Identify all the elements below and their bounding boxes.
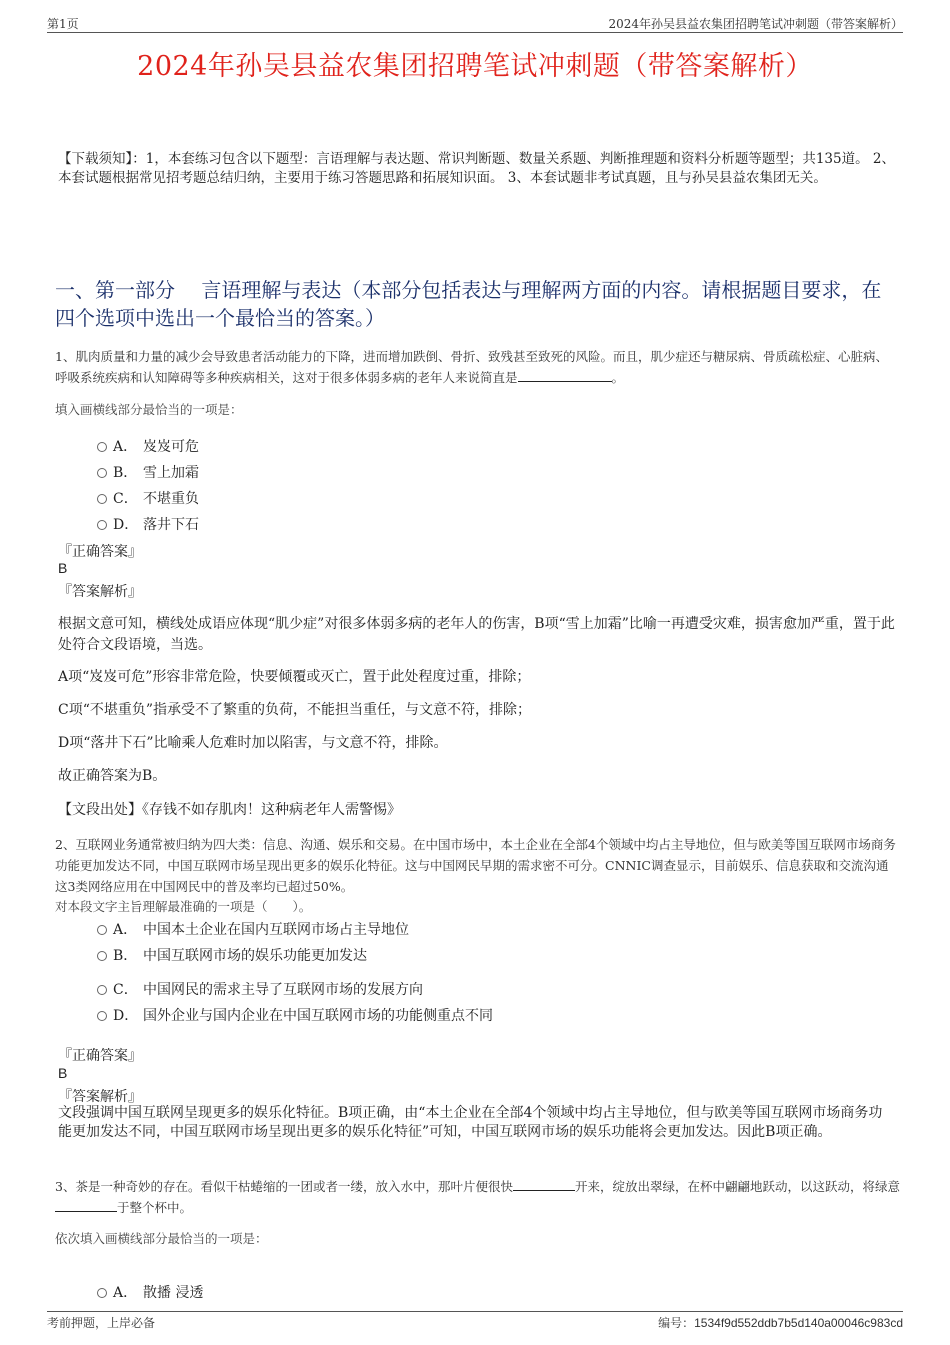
download-notice: 【下载须知】：1，本套练习包含以下题型：言语理解与表达题、常识判断题、数量关系题、判断推理题和资料分析题等题型；共135道。 2、本套试题根据常见招考题总结归纳，主要用于练习答题思路和拓展知识面。 3、本套试题非考试真题，且与孙吴县益农集团无关。 (58, 151, 895, 186)
q2-option-c[interactable]: C． 中国网民的需求主导了互联网市场的发展方向 (97, 979, 423, 999)
header-doc-title: 2024年孙吴县益农集团招聘笔试冲刺题（带答案解析） (608, 17, 903, 31)
page-header (47, 14, 903, 33)
footer-divider (47, 1311, 903, 1312)
q1-analysis-para: D项“落井下石”比喻乘人危难时加以陷害，与文意不符，排除。 (58, 735, 448, 751)
q1-answer: B (58, 560, 68, 576)
question-1-stem: 1、肌肉质量和力量的减少会导致患者活动能力的下降，进而增加跌倒、骨折、致残甚至致死的风险。而且，肌少症还与糖尿病、骨质疏松症、心脏病、呼吸系统疾病和认知障碍等多种疾病相关，这对于很多体弱多病的老年人来说简直是 。 (55, 349, 888, 385)
q2-analysis-para: 文段强调中国互联网呈现更多的娱乐化特征。B项正确，由“本土企业在全部4个领域中均占主导地位，但与欧美等国互联网市场商务功能更加发达不同，中国互联网市场呈现出更多的娱乐化特征”可知，中国互联网市场的娱乐功能将会更加发达。因此B项正确。 (58, 1105, 883, 1140)
q1-answer-label: 『正确答案』 (58, 544, 142, 560)
radio-icon[interactable] (97, 494, 107, 504)
q1-option-b[interactable]: B． 雪上加霜 (97, 462, 199, 482)
question-3-stem: 3、茶是一种奇妙的存在。看似干枯蜷缩的一团或者一缕，放入水中，那叶片便很快 开来，绽放出翠绿，在杯中翩翩地跃动，以这跃动，将绿意于整个杯中。 (55, 1179, 900, 1215)
footer-code: 编号：1534f9d552ddb7b5d140a00046c983cd (658, 1316, 903, 1330)
q1-option-d[interactable]: D． 落井下石 (97, 514, 199, 534)
q2-option-a[interactable]: A． 中国本土企业在国内互联网市场占主导地位 (97, 919, 409, 939)
question-1-prompt: 填入画横线部分最恰当的一项是： (55, 402, 243, 417)
radio-icon[interactable] (97, 951, 107, 961)
q1-option-c[interactable]: C． 不堪重负 (97, 488, 199, 508)
q1-analysis-para: C项“不堪重负”指承受不了繁重的负荷，不能担当重任，与文意不符，排除； (58, 702, 532, 718)
q2-option-d[interactable]: D． 国外企业与国内企业在中国互联网市场的功能侧重点不同 (97, 1005, 493, 1025)
q2-answer-label: 『正确答案』 (58, 1048, 142, 1064)
q2-option-b[interactable]: B． 中国互联网市场的娱乐功能更加发达 (97, 945, 367, 965)
q1-analysis-para: 故正确答案为B。 (58, 768, 167, 784)
fill-blank (55, 1199, 117, 1212)
section-heading: 一、第一部分 言语理解与表达（本部分包括表达与理解两方面的内容。请根据题目要求，在四个选项中选出一个最恰当的答案。） (55, 278, 882, 330)
radio-icon[interactable] (97, 925, 107, 935)
q3-option-a[interactable]: A． 散播 浸透 (97, 1282, 203, 1302)
footer-slogan: 考前押题，上岸必备 (47, 1316, 156, 1330)
document-title: 2024年孙吴县益农集团招聘笔试冲刺题（带答案解析） (137, 51, 813, 82)
question-3-prompt: 依次填入画横线部分最恰当的一项是： (55, 1231, 268, 1246)
radio-icon[interactable] (97, 1288, 107, 1298)
question-2-prompt: 对本段文字主旨理解最准确的一项是（ ）。 (55, 899, 312, 914)
fill-blank (513, 1178, 575, 1191)
q1-analysis-label: 『答案解析』 (58, 584, 142, 600)
q2-answer: B (58, 1065, 68, 1081)
page-number: 第1页 (47, 17, 79, 31)
radio-icon[interactable] (97, 468, 107, 478)
radio-icon[interactable] (97, 442, 107, 452)
radio-icon[interactable] (97, 520, 107, 530)
q1-analysis-para: A项“岌岌可危”形容非常危险，快要倾覆或灭亡，置于此处程度过重，排除； (58, 669, 531, 685)
radio-icon[interactable] (97, 1011, 107, 1021)
q1-option-a[interactable]: A． 岌岌可危 (97, 436, 199, 456)
q2-analysis-label: 『答案解析』 (58, 1089, 142, 1105)
question-2-stem: 2、互联网业务通常被归纳为四大类：信息、沟通、娱乐和交易。在中国市场中，本土企业在全部4个领域中均占主导地位，但与欧美等国互联网市场商务功能更加发达不同，中国互联网市场呈现出更多的娱乐化特征。这与中国网民早期的需求密不可分。CNNIC调查显示，目前娱乐、信息获取和交流沟通这3类网络应用在中国网民中的普及率均已超过50%。 (55, 837, 896, 894)
q1-analysis-para: 根据文意可知，横线处成语应体现“肌少症”对很多体弱多病的老年人的伤害，B项“雪上加霜”比喻一再遭受灾难，损害愈加严重，置于此处符合文段语境，当选。 (58, 616, 895, 653)
q1-source: 【文段出处】《存钱不如存肌肉！这种病老年人需警惕》 (58, 802, 401, 818)
radio-icon[interactable] (97, 985, 107, 995)
fill-blank (518, 369, 612, 382)
